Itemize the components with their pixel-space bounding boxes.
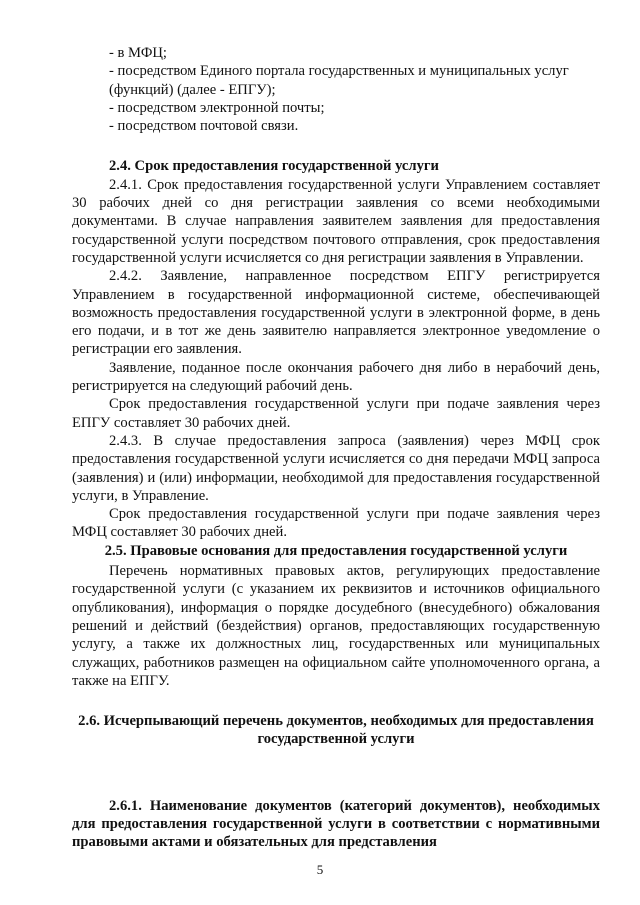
paragraph-2-4-2: 2.4.2. Заявление, направленное посредством ЕПГУ регистрируется Управлением в государственной информационной системе, обеспечивающей возможность предоставления государственной услуги в электронной форме, в день его подачи, и в тот же день заявителю направляется электронное уведомление о регистрации его заявления. xyxy=(72,268,600,358)
paragraph-2-4-3: 2.4.3. В случае предоставления запроса (заявления) через МФЦ срок предоставления государственной услуги исчисляется со дня передачи МФЦ запроса (заявления) и (или) информации, необходимой для предоставления государственной услуги, в Управление. xyxy=(72,432,600,504)
section-heading-2-4: 2.4. Срок предоставления государственной услуги xyxy=(109,158,439,175)
list-item: - посредством Единого портала государственных и муниципальных услуг (функций) (далее - ЕПГУ); xyxy=(109,63,569,98)
list-item: - в МФЦ; xyxy=(109,45,167,61)
page-number: 5 xyxy=(316,862,324,877)
list-item: - посредством почтовой связи. xyxy=(109,118,299,135)
paragraph-2-4-1: 2.4.1. Срок предоставления государственной услуги Управлением составляет 30 рабочих дней со дня регистрации заявления со всеми необходимыми документами. В случае направления заявителем заявления для предоставления государственной услуги посредством почтового отправления, срок предоставления государственной услуги исчисляется со дня регистрации заявления в Управлении. xyxy=(72,176,600,266)
paragraph-2-5: Перечень нормативных правовых актов, регулирующих предоставление государственной услуги (с указанием их реквизитов и источников официального опубликования), информация о порядке досудебного (внесудебного) обжалования решений и действий (бездействия) органов, предоставляющих государственную услугу, а также их должностных лиц, государственных или муниципальных служащих, работников размещен на официальном сайте уполномоченного органа, а также на ЕПГУ. xyxy=(72,563,600,689)
paragraph-epgu-term: Срок предоставления государственной услуги при подаче заявления через ЕПГУ составляет 30 рабочих дней. xyxy=(72,396,600,431)
paragraph-non-working-day: Заявление, поданное после окончания рабочего дня либо в нерабочий день, регистрируется на следующий рабочий день. xyxy=(72,359,600,395)
document-page xyxy=(72,44,600,852)
section-heading-2-6: 2.6. Исчерпывающий перечень документов, необходимых для предоставления государственной услуги xyxy=(78,713,594,748)
section-heading-2-6-1: 2.6.1. Наименование документов (категорий документов), необходимых для предоставления государственной услуги в соответствии с нормативными правовыми актами и обязательных для представления xyxy=(72,797,600,851)
paragraph-mfc-term: Срок предоставления государственной услуги при подаче заявления через МФЦ составляет 30 рабочих дней. xyxy=(72,506,600,541)
section-heading-2-5: 2.5. Правовые основания для предоставления государственной услуги xyxy=(104,542,568,559)
list-item: - посредством электронной почты; xyxy=(109,99,325,116)
